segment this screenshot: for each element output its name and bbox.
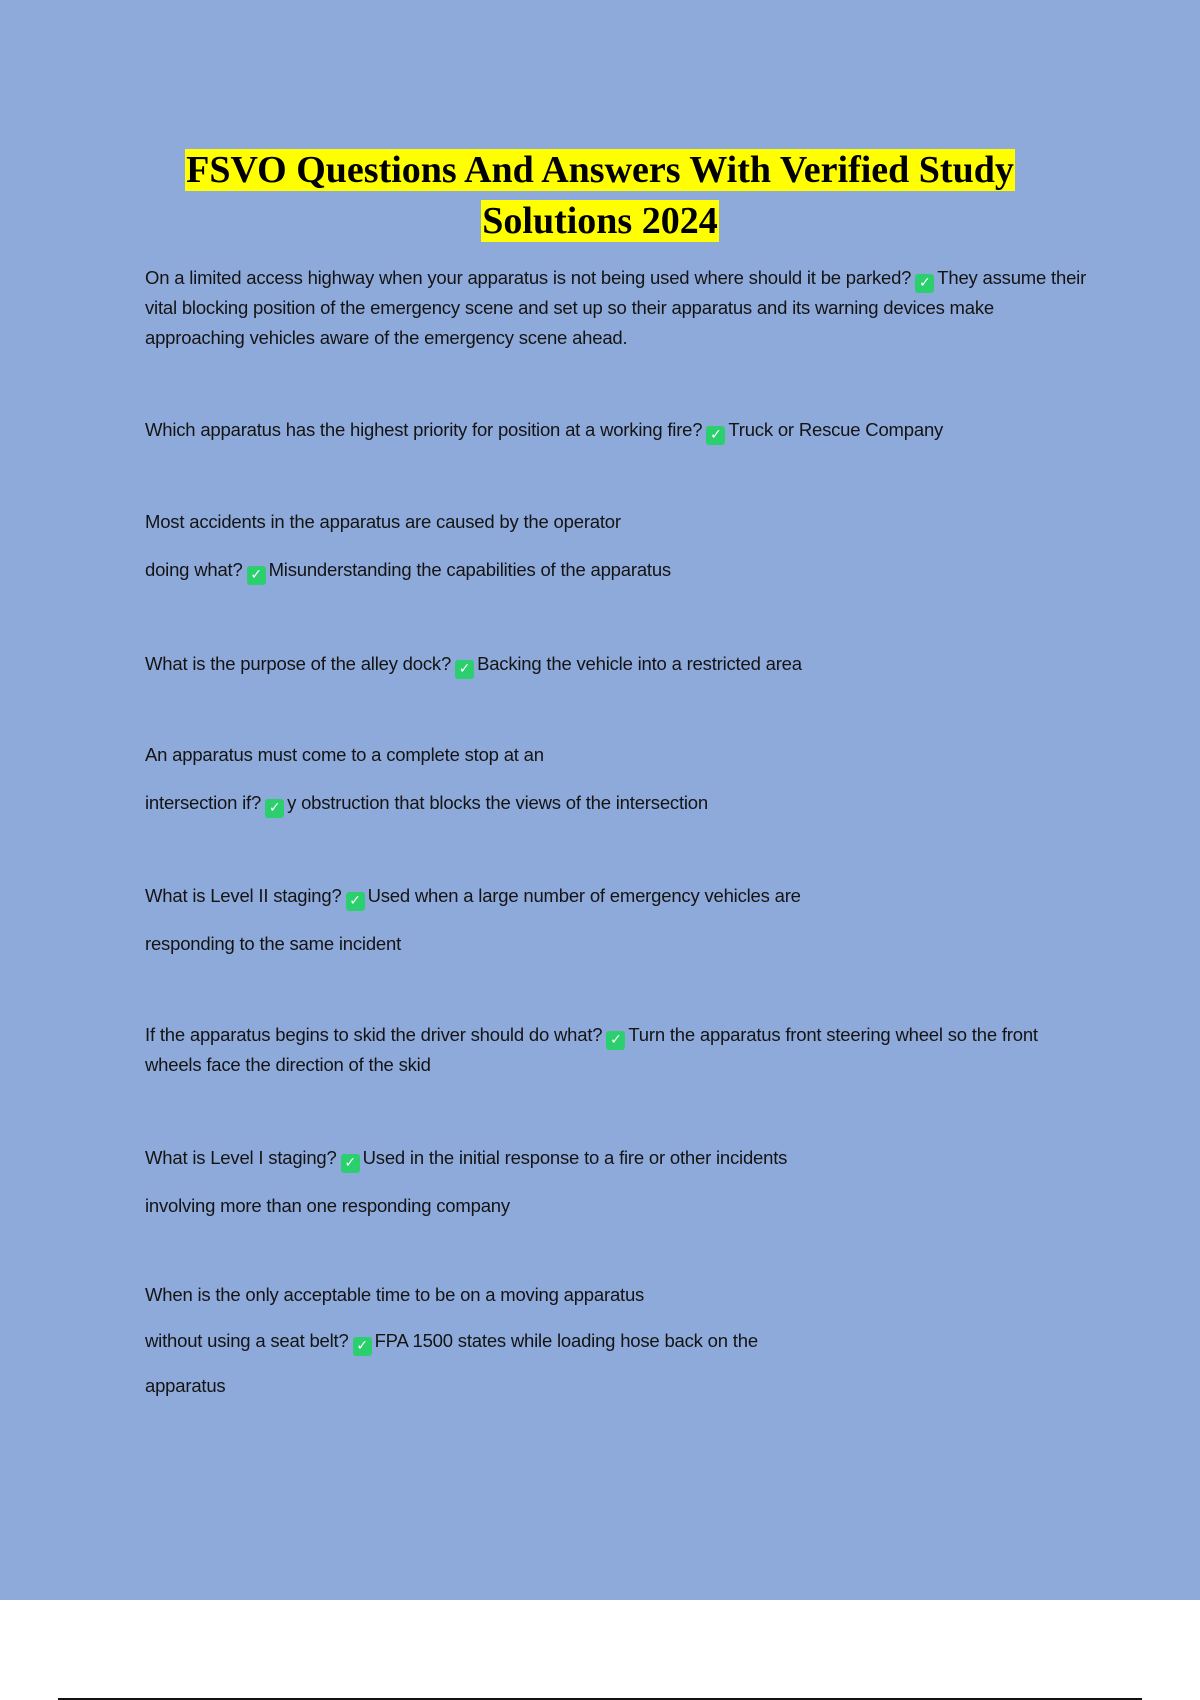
check-mark-icon: ✓: [341, 1154, 360, 1173]
title-line-2: Solutions 2024: [482, 200, 718, 242]
question-text: Most accidents in the apparatus are caused by the operator: [145, 511, 621, 532]
question-text: What is the purpose of the alley dock?: [145, 653, 452, 674]
answer-text: responding to the same incident: [145, 933, 402, 954]
check-mark-icon: ✓: [265, 799, 284, 818]
answer-text: apparatus: [145, 1375, 226, 1396]
qa-text: [145, 649, 1095, 679]
title-line-1: FSVO Questions And Answers With Verified Study: [186, 149, 1014, 191]
check-mark-icon: ✓: [353, 1337, 372, 1356]
qa-text: [145, 872, 1095, 920]
qa-item-5: [145, 731, 1095, 827]
qa-text: [145, 779, 1095, 827]
check-mark-icon: ✓: [455, 660, 474, 679]
question-text: An apparatus must come to a complete stop at an: [145, 744, 544, 765]
qa-item-8: [145, 1134, 1095, 1230]
answer-text: They assume their vital blocking position of the emergency scene and set up so their apparatus and its warning devices make approaching vehicles aware of the emergency scene ahead.: [145, 267, 1087, 348]
document-title: [0, 145, 1200, 247]
question-text: intersection if?: [145, 792, 262, 813]
check-mark-icon: ✓: [247, 566, 266, 585]
answer-text: FPA 1500 states while loading hose back on the: [374, 1330, 758, 1351]
qa-item-1: [145, 263, 1095, 352]
question-text: without using a seat belt?: [145, 1330, 349, 1351]
answer-text: Backing the vehicle into a restricted area: [477, 653, 802, 674]
check-mark-icon: ✓: [606, 1031, 625, 1050]
qa-text: [145, 1020, 1095, 1080]
qa-text: [145, 1318, 1095, 1364]
answer-text: involving more than one responding company: [145, 1195, 510, 1216]
qa-text: [145, 415, 1095, 445]
question-text: On a limited access highway when your apparatus is not being used where should it be parked?: [145, 267, 912, 288]
question-text: If the apparatus begins to skid the driver should do what?: [145, 1024, 603, 1045]
qa-item-7: [145, 1020, 1095, 1080]
qa-text: [145, 1134, 1095, 1182]
qa-text: [145, 546, 1095, 594]
qa-item-4: [145, 649, 1095, 679]
answer-text: Misunderstanding the capabilities of the apparatus: [268, 559, 671, 580]
answer-text: Turn the apparatus front steering wheel so the front wheels face the direction of the skid: [145, 1024, 1038, 1075]
question-text: Which apparatus has the highest priority for position at a working fire?: [145, 419, 703, 440]
qa-item-6: [145, 872, 1095, 968]
answer-text: y obstruction that blocks the views of the intersection: [287, 792, 708, 813]
question-text: When is the only acceptable time to be on a moving apparatus: [145, 1284, 645, 1305]
qa-item-9: [145, 1272, 1095, 1408]
qa-item-3: [145, 498, 1095, 594]
question-text: What is Level I staging?: [145, 1147, 337, 1168]
qa-text: [145, 263, 1095, 352]
qa-item-2: [145, 415, 1095, 445]
question-text: What is Level II staging?: [145, 885, 342, 906]
check-mark-icon: ✓: [706, 426, 725, 445]
answer-text: Used when a large number of emergency vehicles are: [367, 885, 801, 906]
answer-text: Truck or Rescue Company: [728, 419, 944, 440]
question-text: doing what?: [145, 559, 243, 580]
check-mark-icon: ✓: [346, 892, 365, 911]
check-mark-icon: ✓: [915, 274, 934, 293]
answer-text: Used in the initial response to a fire or other incidents: [362, 1147, 788, 1168]
